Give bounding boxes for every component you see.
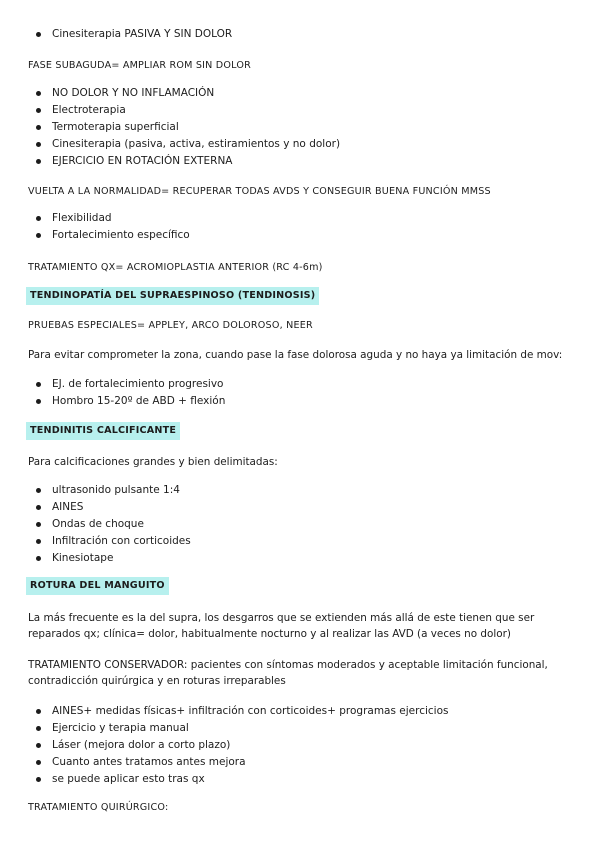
- section-heading-calcificante: TENDINITIS CALCIFICANTE: [26, 422, 180, 440]
- bullet-icon: [36, 216, 41, 221]
- tratamiento-qx: TRATAMIENTO QX= ACROMIOPLASTIA ANTERIOR (RC 4-6m): [28, 262, 323, 273]
- tendinopatia-list: [28, 376, 576, 410]
- bullet-icon: [36, 743, 41, 748]
- list-item: Ondas de choque: [28, 516, 576, 533]
- list-item: EJ. de fortalecimiento progresivo: [28, 376, 576, 393]
- bullet-icon: [36, 522, 41, 527]
- list-item: Kinesiotape: [28, 550, 576, 567]
- normalidad-title: VUELTA A LA NORMALIDAD= RECUPERAR TODAS AVDS Y CONSEGUIR BUENA FUNCIÓN MMSS: [28, 186, 491, 197]
- list-item: Electroterapia: [28, 102, 576, 119]
- bullet-icon: [36, 539, 41, 544]
- bullet-icon: [36, 233, 41, 238]
- bullet-icon: [36, 777, 41, 782]
- bullet-icon: [36, 32, 41, 37]
- rotura-paragraph: La más frecuente es la del supra, los desgarros que se extienden más allá de este tienen que ser reparados qx; clínica= dolor, habitualmente nocturno y al realizar las AVD (a veces no dolor): [28, 612, 535, 640]
- tratamiento-quirurgico: TRATAMIENTO QUIRÚRGICO:: [28, 802, 169, 813]
- intro-list: [28, 26, 576, 43]
- list-item: Fortalecimiento específico: [28, 227, 576, 244]
- list-item: Infiltración con corticoides: [28, 533, 576, 550]
- bullet-icon: [36, 709, 41, 714]
- list-item: Cuanto antes tratamos antes mejora: [28, 754, 576, 771]
- bullet-icon: [36, 159, 41, 164]
- rotura-list: [28, 703, 576, 788]
- list-item: Cinesiterapia (pasiva, activa, estiramientos y no dolor): [28, 136, 576, 153]
- bullet-icon: [36, 505, 41, 510]
- list-item: ultrasonido pulsante 1:4: [28, 482, 576, 499]
- bullet-icon: [36, 91, 41, 96]
- list-item: EJERCICIO EN ROTACIÓN EXTERNA: [28, 153, 576, 170]
- bullet-icon: [36, 760, 41, 765]
- list-item: Láser (mejora dolor a corto plazo): [28, 737, 576, 754]
- bullet-icon: [36, 142, 41, 147]
- subaguda-title: FASE SUBAGUDA= AMPLIAR ROM SIN DOLOR: [28, 60, 251, 71]
- tratamiento-conservador: TRATAMIENTO CONSERVADOR: pacientes con síntomas moderados y aceptable limitación funcional, contradicción quirúrgica y en roturas irreparables: [28, 659, 548, 687]
- bullet-icon: [36, 125, 41, 130]
- list-item: Cinesiterapia PASIVA Y SIN DOLOR: [28, 26, 576, 43]
- pruebas-especiales: PRUEBAS ESPECIALES= APPLEY, ARCO DOLOROSO, NEER: [28, 320, 313, 331]
- subaguda-list: [28, 85, 576, 170]
- calcificante-paragraph: Para calcificaciones grandes y bien delimitadas:: [28, 456, 278, 468]
- list-item: Hombro 15-20º de ABD + flexión: [28, 393, 576, 410]
- list-item: se puede aplicar esto tras qx: [28, 771, 576, 788]
- calcificante-list: [28, 482, 576, 567]
- bullet-icon: [36, 399, 41, 404]
- section-heading-rotura: ROTURA DEL MANGUITO: [26, 577, 169, 595]
- normalidad-list: [28, 210, 576, 244]
- list-item: Termoterapia superficial: [28, 119, 576, 136]
- list-item: Flexibilidad: [28, 210, 576, 227]
- section-heading-tendinopatia: TENDINOPATÍA DEL SUPRAESPINOSO (TENDINOSIS): [26, 287, 319, 305]
- list-item: AINES: [28, 499, 576, 516]
- bullet-icon: [36, 382, 41, 387]
- bullet-icon: [36, 726, 41, 731]
- tendinopatia-paragraph: Para evitar comprometer la zona, cuando pase la fase dolorosa aguda y no haya ya limitación de mov:: [28, 349, 563, 361]
- list-item: NO DOLOR Y NO INFLAMACIÓN: [28, 85, 576, 102]
- bullet-icon: [36, 556, 41, 561]
- list-item: Ejercicio y terapia manual: [28, 720, 576, 737]
- bullet-icon: [36, 488, 41, 493]
- list-item: AINES+ medidas físicas+ infiltración con corticoides+ programas ejercicios: [28, 703, 576, 720]
- bullet-icon: [36, 108, 41, 113]
